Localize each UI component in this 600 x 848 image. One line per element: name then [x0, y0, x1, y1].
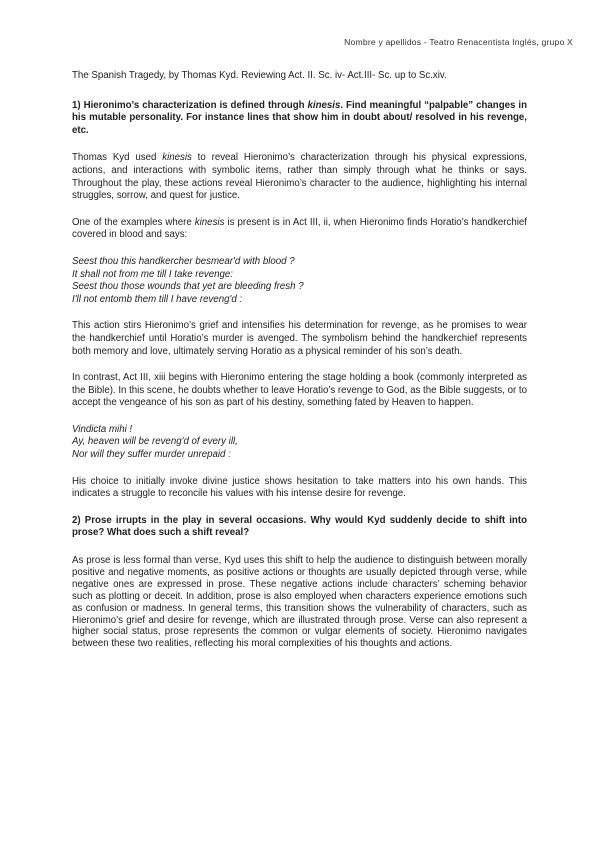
paragraph-text: to reveal Hieronimo’s characterization through his physical expressions, actions, and interactions with symbolic items, rather than simply through what he thinks or says. Throughout the play, these actions reveal Hieronimo’s character to the audience, highlighting his internal struggles, sorrow, and quest for justice. [72, 152, 527, 202]
question-1-text-end: . Find meaningful “palpable” changes in his mutable personality. For instance lines that show him in doubt about/ resolved in his revenge, etc. [72, 99, 527, 136]
paragraph-hesitation: His choice to initially invoke divine justice shows hesitation to take matters into his own hands. This indicates a struggle to reconcile his values with his intense desire for revenge. [72, 475, 527, 500]
verse-quote-2 [72, 424, 527, 462]
verse-line: Seest thou those wounds that yet are bleeding fresh ? [72, 281, 304, 293]
paragraph-text: is present is in Act III, ii, when Hieronimo finds Horatio’s handkerchief covered in blood and says: [72, 216, 527, 241]
paragraph-text: One of the examples where [72, 216, 195, 228]
page-header: Nombre y apellidos - Teatro Renacentista Inglés, grupo X [344, 37, 573, 47]
paragraph-kinesis-intro [72, 152, 527, 202]
question-2: 2) Prose irrupts in the play in several occasions. Why would Kyd suddenly decide to shift into prose? What does such a shift reveal? [72, 514, 527, 539]
keyword-kinesis: kinesis [162, 152, 192, 164]
paragraph-example-intro [72, 217, 527, 242]
question-1-text-start: 1) Hieronimo’s characterization is defined through [72, 99, 308, 111]
paragraph-contrast: In contrast, Act III, xiii begins with Hieronimo entering the stage holding a book (commonly interpreted as the Bible). In this scene, he doubts whether to leave Horatio’s revenge to God, as the Bible suggests, or to accept the vengeance of his son as part of his destiny, something fated by Heaven to happen. [72, 372, 527, 409]
verse-line: Nor will they suffer murder unrepaid : [72, 449, 231, 461]
paragraph-text: Thomas Kyd used [72, 152, 163, 164]
keyword-kinesis: kinesis [194, 216, 225, 228]
document-body [72, 70, 527, 664]
verse-line: I'll not entomb them till I have reveng'd : [72, 293, 243, 305]
verse-line: Ay, heaven will be reveng'd of every ill, [72, 436, 238, 448]
question-1 [72, 100, 527, 138]
question-1-keyword: kinesis [307, 99, 341, 111]
paragraph-handkerchief-analysis: This action stirs Hieronimo’s grief and intensifies his determination for revenge, as he promises to wear the handkerchief until Horatio’s murder is avenged. The symbolism behind the handkerchief represents both memory and love, ultimately serving Horatio as a physical reminder of his son’s death. [72, 320, 527, 357]
verse-line: Vindicta mihi ! [72, 423, 133, 435]
verse-line: Seest thou this handkercher besmear'd with blood ? [72, 255, 295, 267]
verse-quote-1 [72, 256, 527, 306]
paragraph-prose-analysis: As prose is less formal than verse, Kyd uses this shift to help the audience to distinguish between morally positive and negative moments, as positive actions or thoughts are usually depicted through verse, while negative ones are expressed in prose. These negative actions include characters’ scheming behavior such as plotting or deceit. In addition, prose is also employed when characters experience emotions such as confusion or madness. In general terms, this transition shows the vulnerability of characters, such as Hieronimo’s grief and desire for revenge, which are illustrated through prose. Verse can also represent a higher social status, prose represents the common or vulgar elements of society. Hieronimo navigates between these two realities, reflecting his moral complexities of his thoughts and actions. [72, 555, 527, 650]
document-title: The Spanish Tragedy, by Thomas Kyd. Reviewing Act. II. Sc. iv- Act.III- Sc. up to Sc.xiv. [72, 70, 447, 81]
verse-line: It shall not from me till I take revenge: [72, 268, 233, 280]
